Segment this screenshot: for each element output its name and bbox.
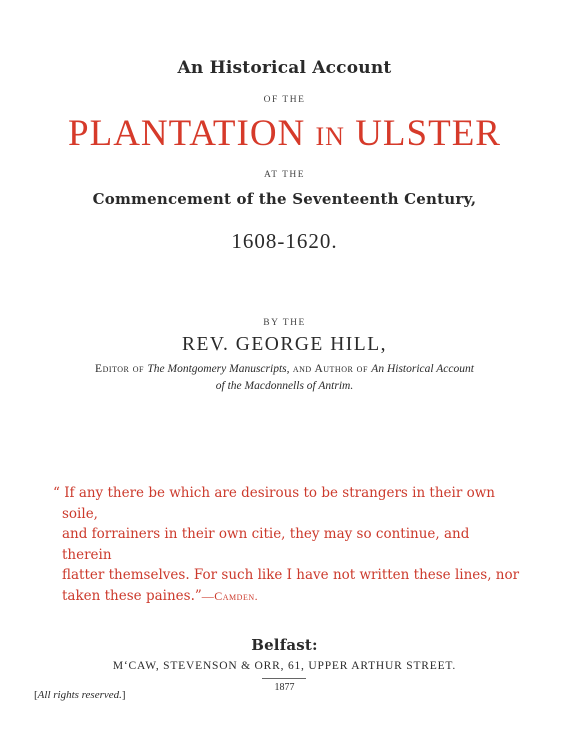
editor-prefix: Editor of (95, 363, 148, 375)
main-title-ulster: ULSTER (344, 113, 501, 154)
imprint-publisher: M‘CAW, STEVENSON & ORR, 61, UPPER ARTHUR STREET. (112, 660, 457, 672)
rights-bracket-open: [ (34, 689, 38, 701)
imprint-city: Belfast: (251, 636, 318, 654)
imprint-year: 1877 (274, 682, 295, 693)
rights-notice (34, 689, 126, 701)
by-the-label: BY THE (263, 318, 306, 328)
epigraph-quote (53, 483, 522, 606)
commencement-line: Commencement of the Seventeenth Century, (92, 190, 477, 208)
editor-work-macdonnells: of the Macdonnells of Antrim. (215, 380, 354, 392)
of-the-label: OF THE (263, 95, 306, 105)
editor-work-montgomery: The Montgomery Manuscripts, (147, 363, 290, 375)
main-title (0, 112, 569, 155)
quote-line-4: taken these paines.” (62, 587, 202, 604)
rights-bracket-close: ] (121, 689, 126, 701)
date-range: 1608-1620. (231, 229, 338, 253)
quote-line-3: flatter themselves. For such like I have not written these lines, nor (62, 567, 520, 583)
subtitle-historical-account: An Historical Account (177, 58, 392, 78)
main-title-plantation: PLANTATION (68, 113, 316, 154)
quote-line-2: and forrainers in their own citie, they may so continue, and therein (62, 526, 470, 563)
main-title-in: IN (315, 122, 345, 151)
editor-credits (0, 363, 569, 375)
rights-text: All rights reserved. (37, 689, 122, 701)
quote-line-1: “ If any there be which are desirous to be strangers in their own soile, (53, 485, 495, 522)
quote-attribution: —Camden. (201, 588, 259, 603)
editor-middle: and Author of (289, 363, 372, 375)
editor-work-historical: An Historical Account (371, 363, 474, 375)
at-the-label: AT THE (263, 170, 306, 180)
imprint-divider (262, 678, 306, 679)
author-name: REV. GEORGE HILL, (182, 334, 387, 355)
